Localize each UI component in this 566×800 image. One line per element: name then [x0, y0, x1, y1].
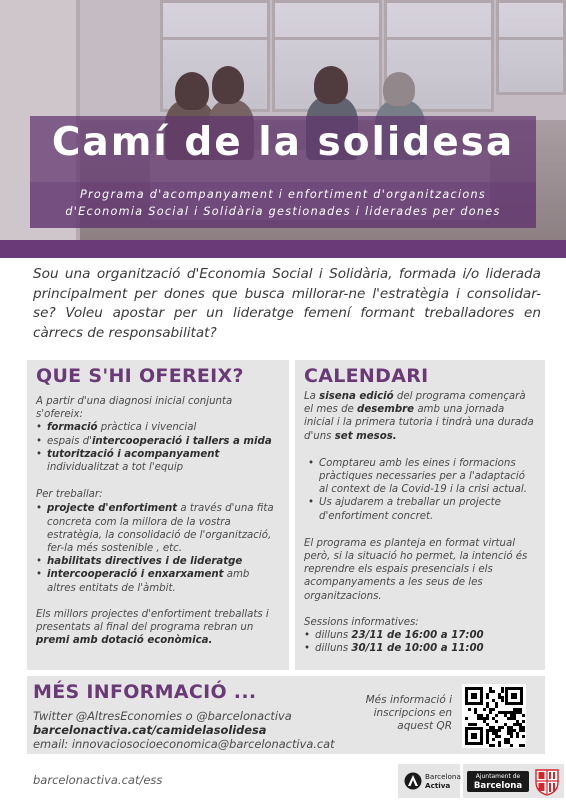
qr-module [483, 720, 486, 723]
qr-module [513, 711, 516, 714]
qr-module [468, 723, 471, 726]
qr-module [489, 690, 492, 693]
ajuntament-badge [467, 771, 529, 792]
qr-module [519, 723, 522, 726]
subtitle-line: d'Economia Social i Solidària gestionades i liderades per dones [65, 205, 501, 218]
qr-module [519, 726, 522, 729]
list-item: • dilluns 30/11 de 10:00 a 11:00 [304, 642, 536, 655]
qr-module [501, 726, 504, 729]
info-heading: MÉS INFORMACIÓ ... [33, 681, 257, 703]
qr-module [486, 717, 489, 720]
qr-module [516, 708, 519, 711]
qr-module [504, 723, 507, 726]
page-title: Camí de la solidesa [51, 120, 515, 165]
logo-text: Ajuntament de [475, 773, 521, 780]
sessions-list [304, 629, 536, 655]
purple-strip [0, 240, 566, 258]
subtitle-line: Programa d'acompanyament i enfortiment d'organitzacions [79, 188, 487, 201]
qr-module [507, 732, 510, 735]
qr-module [522, 726, 525, 729]
qr-module [498, 696, 501, 699]
qr-module [510, 717, 513, 720]
qr-caption: Més informació i [365, 694, 452, 706]
qr-module [501, 699, 504, 702]
list-item: • espais d'intercooperació i tallers a mida [36, 435, 276, 448]
qr-module [492, 708, 495, 711]
qr-module [486, 696, 489, 699]
qr-module [465, 717, 468, 720]
web-link[interactable]: barcelonactiva.cat/camidelasolidesa [33, 723, 267, 737]
qr-module [507, 717, 510, 720]
qr-module [480, 714, 483, 717]
twitter-text: Twitter @AltresEconomies o @barcelonactiva [33, 709, 292, 723]
qr-module [510, 711, 513, 714]
qr-module [510, 732, 513, 735]
qr-module [522, 729, 525, 732]
intro-text: Sou una organització d'Economia Social i Solidària, formada i/o liderada principalment per dones que busca millorar-ne l'estratègia i consolidar-se? Voleu apostar per un lideratge femení formant treballadores en càrrecs de responsabilitat? [33, 266, 541, 341]
logo-text: Activa [425, 781, 451, 790]
qr-module [486, 741, 489, 744]
qr-module [519, 744, 522, 747]
qr-module [492, 699, 495, 702]
barcelona-activa-logo [398, 764, 460, 798]
list-item: • Us ajudarem a treballar un projecte d'enfortiment concret. [308, 496, 536, 522]
calendar-heading: CALENDARI [304, 365, 429, 387]
qr-module [489, 711, 492, 714]
qr-module [495, 705, 498, 708]
qr-module [474, 723, 477, 726]
qr-module [504, 741, 507, 744]
list-item: • intercooperació i enxarxament amb altres entitats de l'àmbit. [36, 568, 276, 594]
qr-module [486, 705, 489, 708]
logo-text: Barcelona [473, 781, 523, 791]
footer-url[interactable]: barcelonactiva.cat/ess [33, 773, 163, 787]
list-item: • Comptareu amb les eines i formacions pràctiques necessaries per a l'adaptació al context de la Covid-19 i la crisi actual. [308, 457, 536, 497]
calendar-format: El programa es planteja en format virtual però, si la situació ho permet, la intenció és reprendre els espais presencials i els acompanyaments a les seus de les organitzacions. [304, 537, 528, 602]
qr-module [492, 732, 495, 735]
qr-module [507, 726, 510, 729]
qr-module [519, 729, 522, 732]
qr-module [492, 717, 495, 720]
qr-caption: inscripcions en [373, 707, 452, 719]
qr-module [513, 729, 516, 732]
qr-module [519, 711, 522, 714]
qr-module [471, 723, 474, 726]
barcelona-shield-icon [534, 766, 560, 796]
qr-module [498, 744, 501, 747]
qr-module [498, 726, 501, 729]
qr-code-icon [462, 684, 526, 748]
list-item: • tutorització i acompanyament individualitzat a tot l'equip [36, 448, 276, 474]
qr-module [510, 744, 513, 747]
qr-module [486, 735, 489, 738]
qr-module [489, 708, 492, 711]
qr-module [510, 729, 513, 732]
offer-lead: A partir d'una diagnosi inicial conjunta s'ofereix: [36, 396, 233, 421]
qr-module [495, 732, 498, 735]
qr-module [513, 717, 516, 720]
qr-module [486, 714, 489, 717]
calendar-intro: La sisena edició del programa començarà el mes de desembre amb una jornada inicial i la primera tutoria i tindrà una durada d'uns set mesos. [304, 391, 534, 442]
qr-module [501, 687, 504, 690]
qr-module [510, 726, 513, 729]
qr-module [477, 714, 480, 717]
qr-module [486, 732, 489, 735]
qr-module [495, 714, 498, 717]
qr-module [486, 693, 489, 696]
qr-module [507, 729, 510, 732]
list-item: • projecte d'enfortiment a través d'una fita concreta com la millora de la vostra estratègia, la consolidació de l'organització, fer-la més sostenible , etc. [36, 502, 276, 555]
qr-module [504, 738, 507, 741]
qr-module [516, 732, 519, 735]
qr-module [495, 729, 498, 732]
ajuntament-logo [463, 764, 564, 798]
qr-module [513, 708, 516, 711]
qr-module [504, 711, 507, 714]
qr-module [489, 744, 492, 747]
qr-module [486, 738, 489, 741]
calendar-bullets [304, 457, 536, 523]
qr-module [489, 729, 492, 732]
sessions-label: Sessions informatives: [304, 616, 419, 628]
qr-module [522, 735, 525, 738]
qr-module [483, 717, 486, 720]
qr-module [510, 714, 513, 717]
qr-module [501, 696, 504, 699]
qr-module [498, 735, 501, 738]
qr-module [516, 723, 519, 726]
qr-module [495, 702, 498, 705]
qr-module [489, 726, 492, 729]
qr-module [516, 720, 519, 723]
qr-module [522, 720, 525, 723]
qr-module [522, 744, 525, 747]
offer-panel [27, 360, 289, 670]
qr-module [501, 711, 504, 714]
barcelona-activa-icon [404, 772, 422, 790]
qr-module [483, 708, 486, 711]
qr-module [492, 738, 495, 741]
offer-list [36, 421, 276, 474]
qr-module [519, 708, 522, 711]
qr-module [492, 744, 495, 747]
qr-module [513, 714, 516, 717]
offer-heading: QUE S'HI OFEREIX? [36, 365, 244, 387]
qr-module [507, 738, 510, 741]
qr-code[interactable] [462, 684, 526, 748]
email-link[interactable]: email: innovaciosocioeconomica@barcelonactiva.cat [33, 737, 335, 751]
list-item: • dilluns 23/11 de 16:00 a 17:00 [304, 629, 536, 642]
qr-module [498, 729, 501, 732]
work-lead: Per treballar: [36, 489, 103, 501]
qr-module [477, 717, 480, 720]
list-item: • formació pràctica i vivencial [36, 421, 276, 434]
qr-module [513, 723, 516, 726]
work-list [36, 502, 276, 594]
qr-module [522, 714, 525, 717]
qr-module [498, 741, 501, 744]
qr-module [498, 711, 501, 714]
calendar-panel [295, 360, 545, 670]
qr-module [510, 735, 513, 738]
qr-module [492, 690, 495, 693]
qr-module [516, 735, 519, 738]
qr-module [480, 717, 483, 720]
qr-module [507, 711, 510, 714]
qr-module [507, 741, 510, 744]
list-item: • habilitats directives i de lideratge [36, 555, 276, 568]
qr-module [486, 702, 489, 705]
qr-caption: aquest QR [397, 720, 452, 732]
qr-module [492, 726, 495, 729]
qr-module [489, 687, 492, 690]
qr-module [501, 690, 504, 693]
qr-module [504, 714, 507, 717]
qr-module [495, 735, 498, 738]
qr-module [474, 711, 477, 714]
offer-closing: Els millors projectes d'enfortiment treballats i presentats al final del programa rebran un premi amb dotació econòmica. [36, 608, 269, 647]
logo-text: Barcelona [425, 772, 461, 781]
qr-module [498, 693, 501, 696]
qr-module [468, 708, 471, 711]
qr-module [492, 729, 495, 732]
qr-module [486, 729, 489, 732]
qr-module [516, 711, 519, 714]
qr-module [495, 720, 498, 723]
subtitle [30, 186, 536, 220]
qr-module [474, 708, 477, 711]
qr-module [486, 723, 489, 726]
